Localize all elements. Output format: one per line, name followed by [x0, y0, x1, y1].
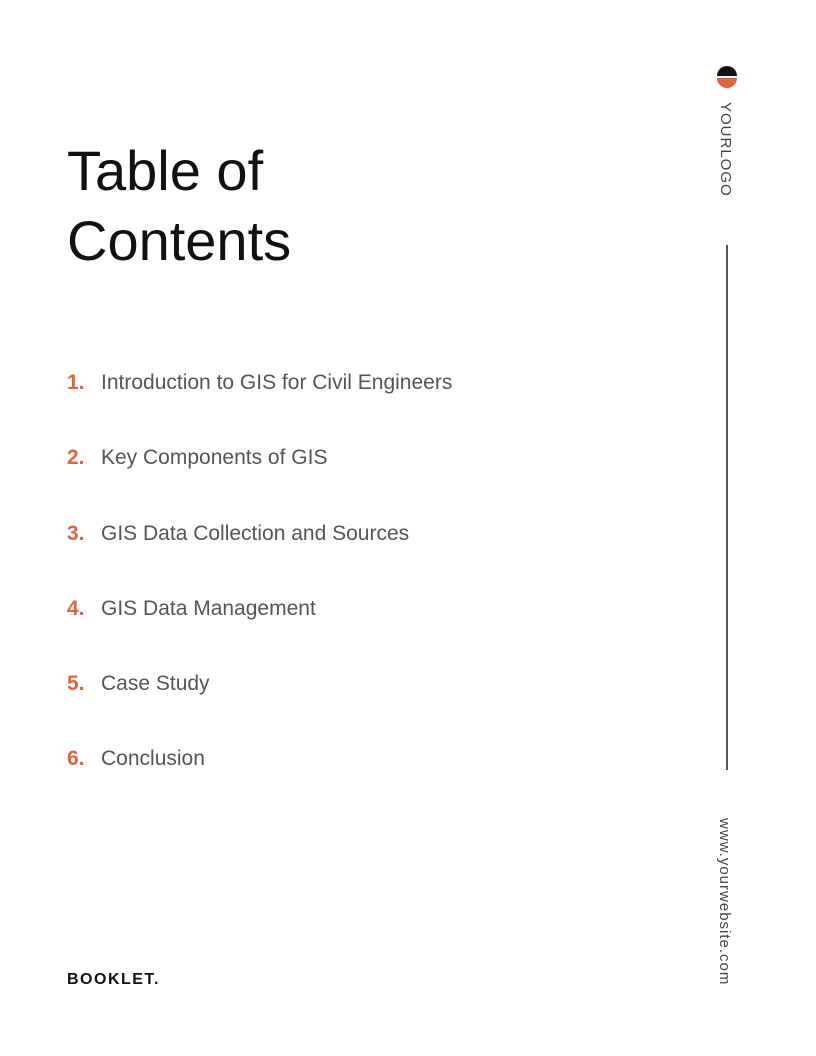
logo-text: YOURLOGO [717, 102, 734, 197]
toc-number: 2. [67, 446, 85, 470]
website-link[interactable]: www.yourwebsite.com [716, 818, 733, 986]
toc-number: 3. [67, 521, 85, 545]
toc-number: 1. [67, 371, 85, 394]
toc-label: Introduction to GIS for Civil Engineers [101, 371, 453, 394]
toc-item[interactable] [67, 443, 452, 518]
logo-icon [717, 66, 737, 90]
brand-name: BOOKLET. [67, 971, 160, 988]
toc-item[interactable] [67, 368, 452, 443]
toc-item[interactable] [67, 519, 452, 594]
toc-number: 6. [67, 747, 85, 771]
toc-item[interactable] [67, 594, 452, 669]
page-title: Table of Contents [67, 139, 292, 272]
toc-number: 5. [67, 672, 85, 696]
toc-item[interactable] [67, 669, 452, 744]
toc-label: GIS Data Collection and Sources [101, 521, 410, 545]
toc-label: GIS Data Management [101, 596, 316, 620]
toc-label: Case Study [101, 672, 210, 696]
toc-label: Conclusion [101, 747, 205, 771]
vertical-divider [726, 245, 728, 770]
toc-label: Key Components of GIS [101, 446, 328, 470]
toc-item[interactable] [67, 744, 452, 819]
toc-number: 4. [67, 596, 85, 620]
table-of-contents [67, 368, 452, 820]
